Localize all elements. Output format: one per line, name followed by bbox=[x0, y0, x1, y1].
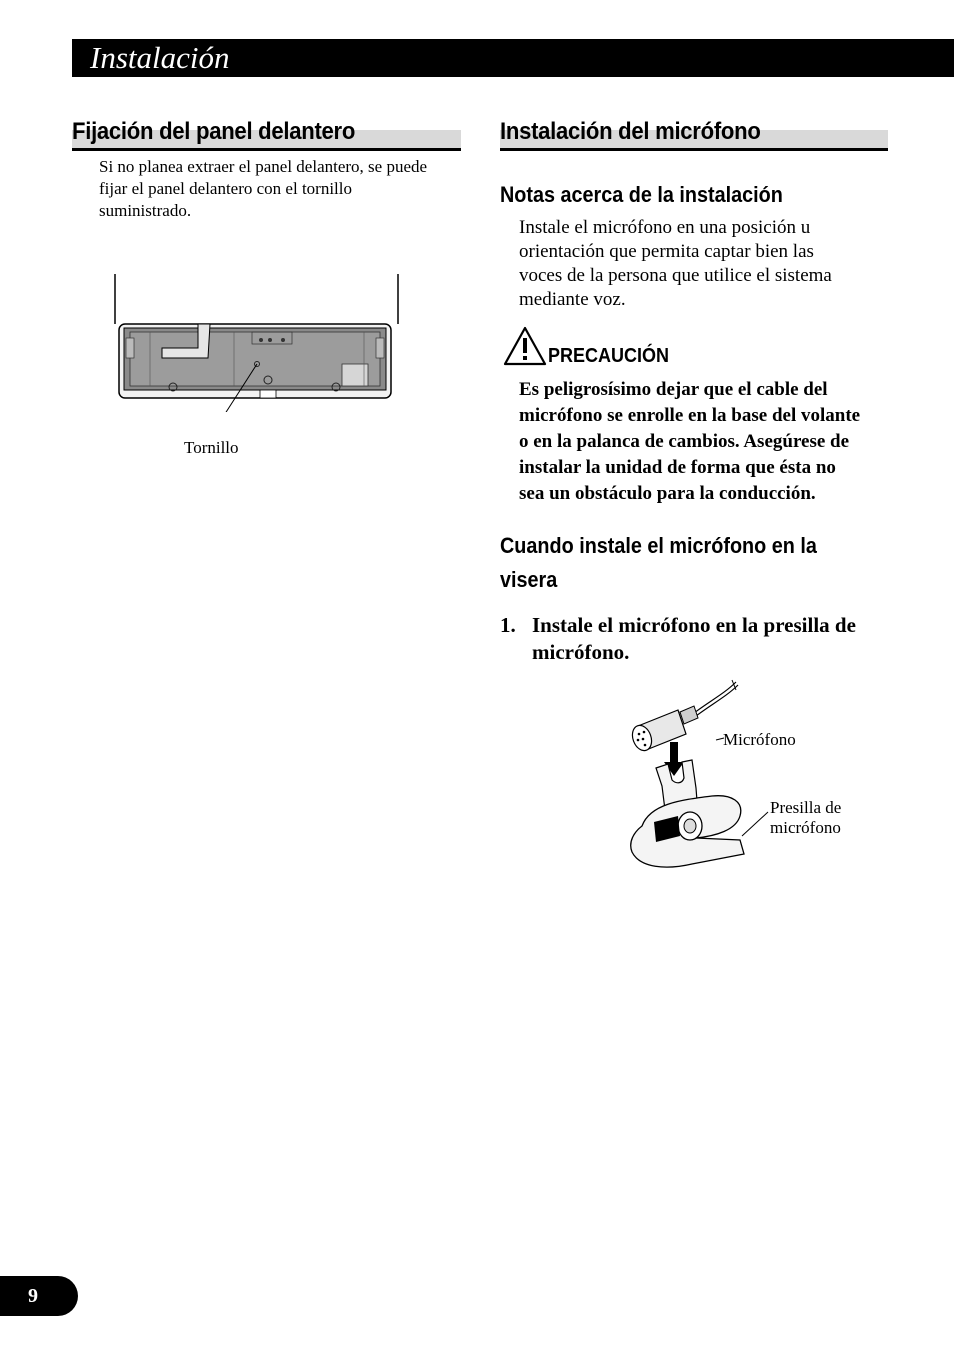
clip-label: Presilla de micrófono bbox=[770, 798, 842, 837]
front-panel-intro: Si no planea extraer el panel delantero, se puede fijar el panel delantero con el tornillo suministrado. bbox=[99, 157, 428, 220]
visor-heading: Cuando instale el micrófono en la visera bbox=[500, 533, 817, 592]
screw-label: Tornillo bbox=[184, 438, 239, 457]
microphone-clip-illustration bbox=[620, 676, 760, 894]
warning-icon bbox=[503, 326, 547, 366]
step-1-text: Instale el micrófono en la presilla de micrófono. bbox=[532, 613, 856, 664]
front-panel-illustration bbox=[110, 272, 410, 412]
notes-text: Instale el micrófono en una posición u orientación que permita captar bien las voces de la persona que utilice el sistema mediante voz. bbox=[519, 217, 832, 310]
section-heading-microphone bbox=[500, 114, 888, 151]
page-number-tab bbox=[0, 1276, 78, 1316]
header-bar bbox=[72, 39, 954, 77]
page-title: Instalación bbox=[90, 40, 230, 75]
notes-heading: Notas acerca de la instalación bbox=[500, 182, 783, 207]
section-title: Fijación del panel delantero bbox=[72, 118, 356, 145]
caution-heading: PRECAUCIÓN bbox=[548, 345, 670, 367]
clip-leader-line bbox=[740, 810, 770, 840]
page-number: 9 bbox=[28, 1285, 38, 1307]
section-title: Instalación del micrófono bbox=[500, 118, 761, 145]
caution-text: Es peligrosísimo dejar que el cable del micrófono se enrolle en la base del volante o en la palanca de cambios. Asegúrese de instalar la unidad de forma que ésta no sea un obstáculo para la conducción. bbox=[519, 379, 861, 504]
microphone-label: Micrófono bbox=[723, 730, 796, 749]
step-1-number: 1. bbox=[500, 613, 516, 637]
section-heading-front-panel bbox=[72, 114, 461, 151]
